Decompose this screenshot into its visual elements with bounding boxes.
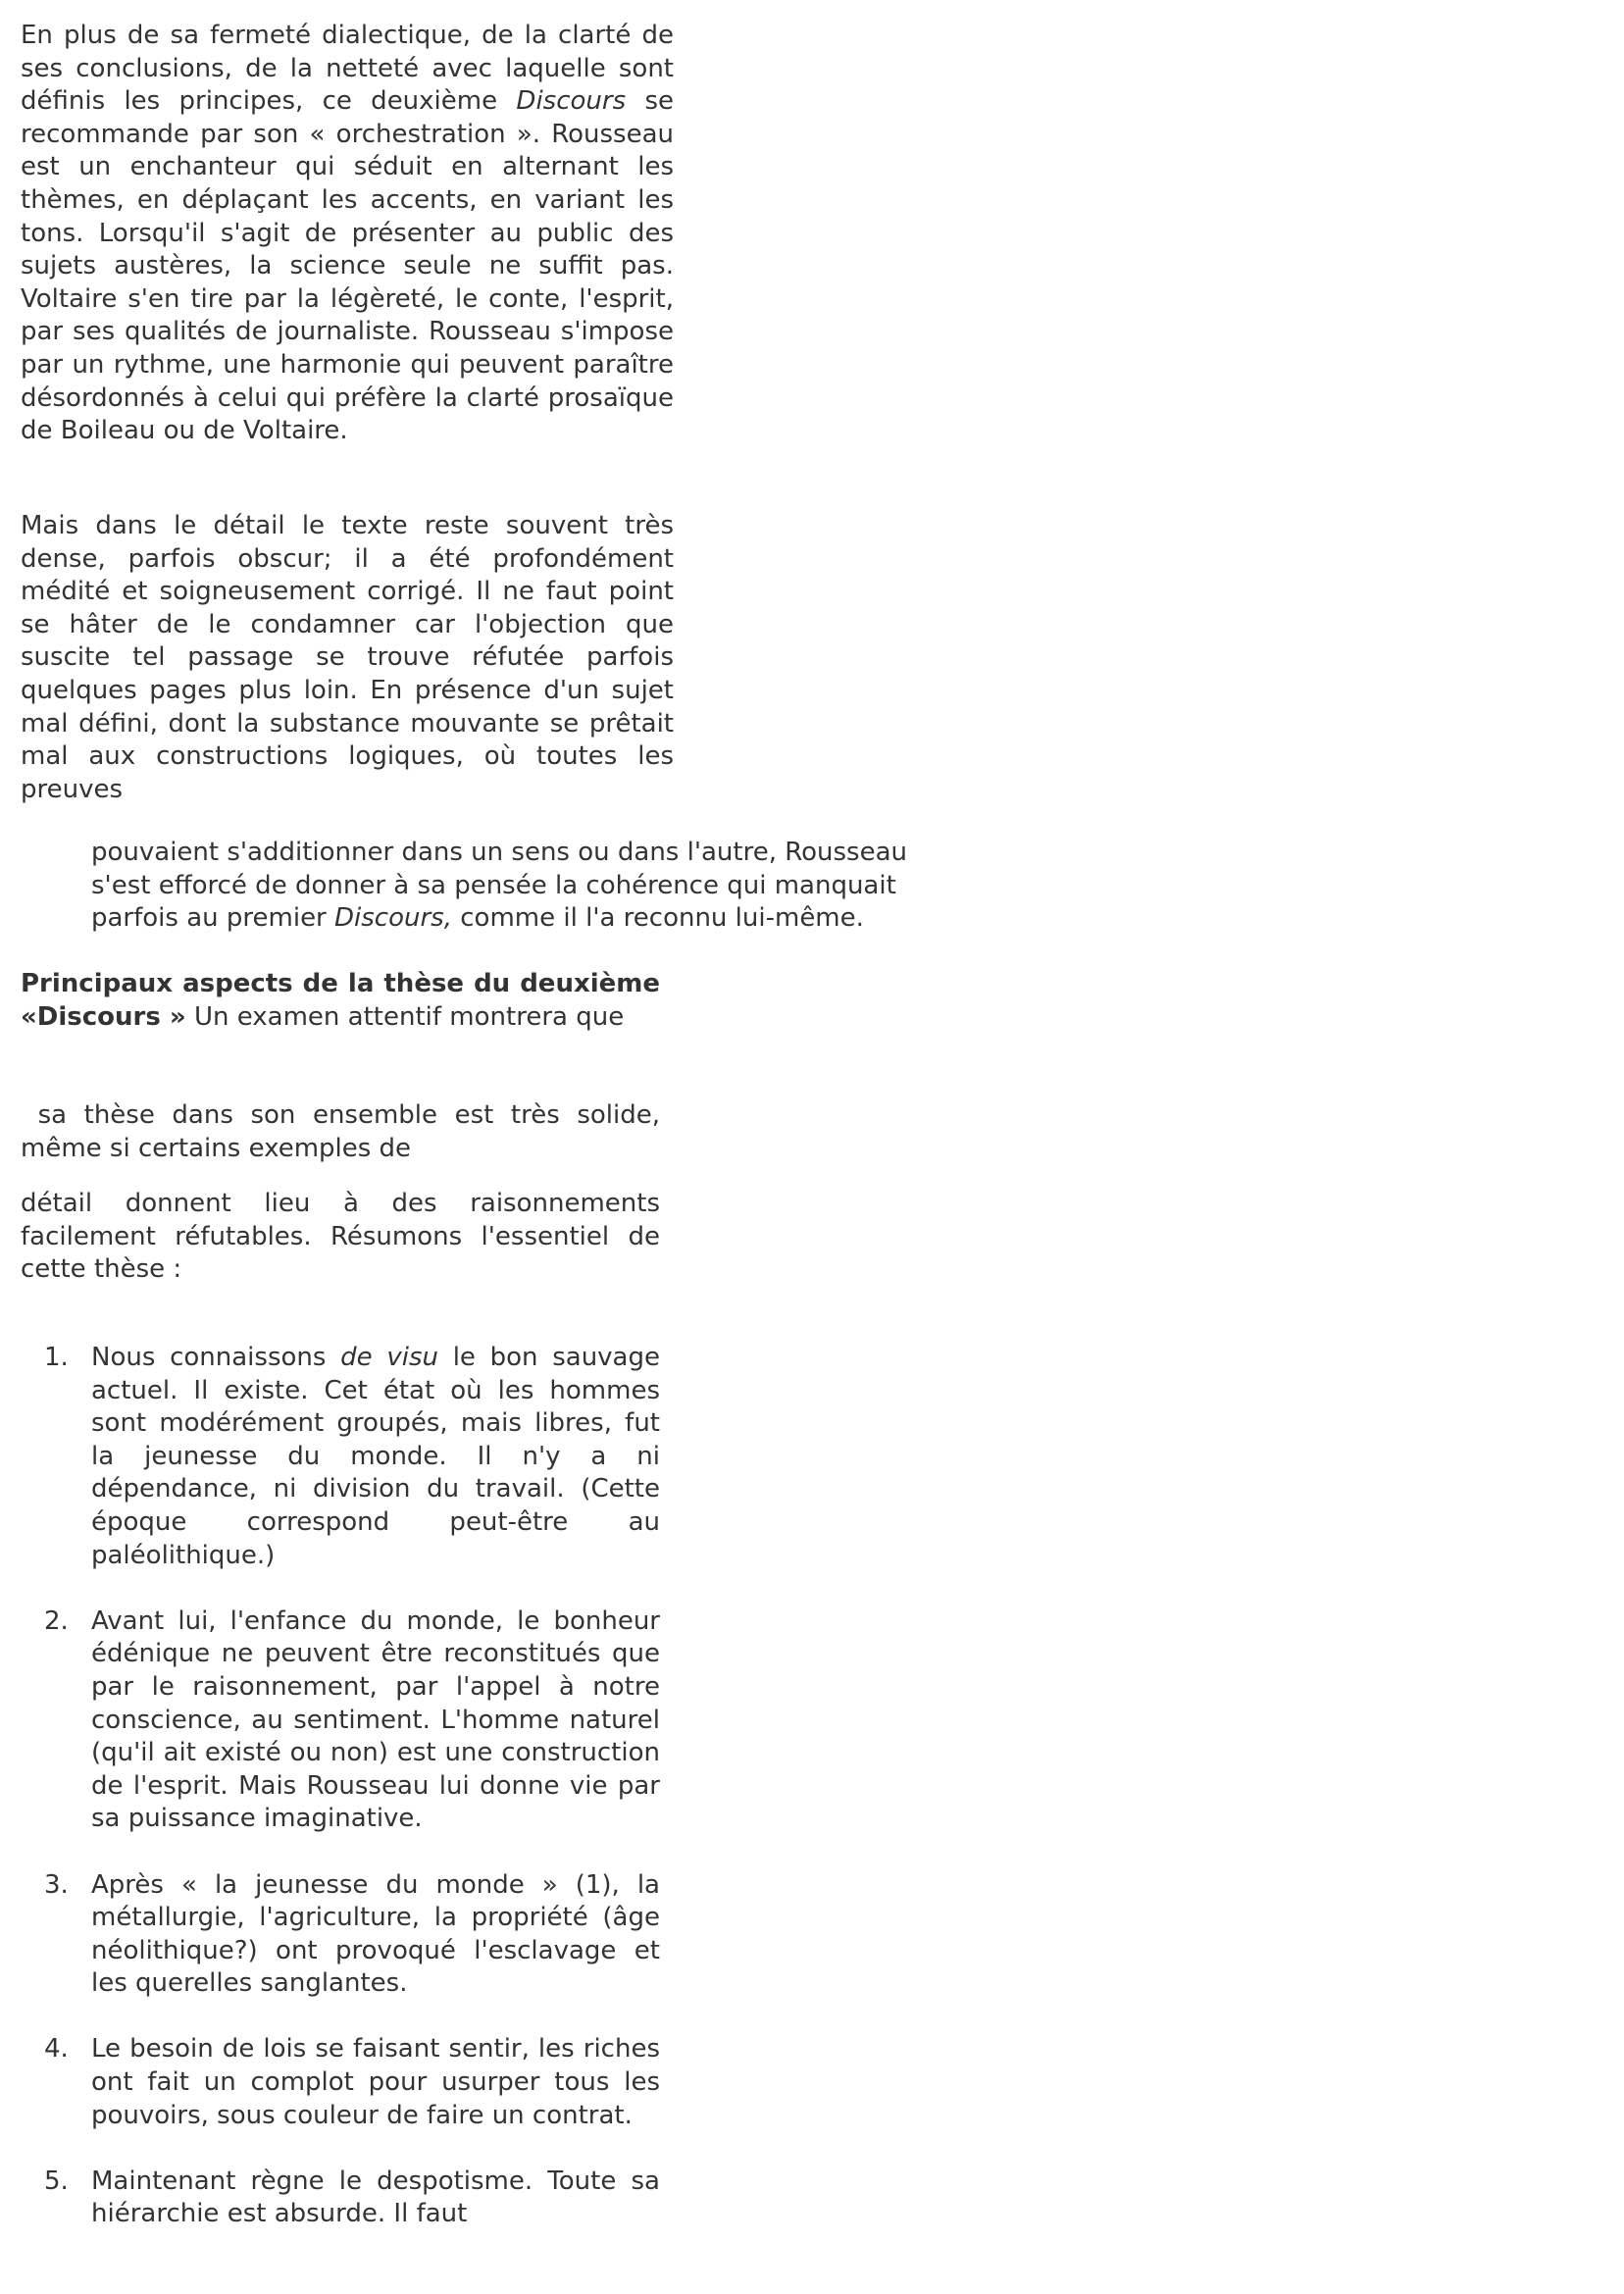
- list-item: [44, 1342, 660, 1572]
- list-number: 1.: [44, 1343, 69, 1372]
- list-number: 3.: [44, 1869, 69, 1900]
- section-text: Un examen attentif montrera que: [185, 1001, 625, 1032]
- theses-list: [44, 1342, 660, 2231]
- paragraph-text: se recommande par son « orchestration ». Rousseau est un enchanteur qui séduit en alternant les thèmes, en déplaçant les accents, en variant les tons. Lorsqu'il s'agit de présenter au public des sujets austères, la science seule ne suffit pas. Voltaire s'en tire par la légèreté, le conte, l'esprit, par ses qualités de journaliste. Rousseau s'impose par un rythme, une harmonie qui peuvent paraître désordonnés à celui qui préfère la clarté prosaïque de Boileau ou de Voltaire.: [21, 86, 675, 446]
- paragraph-fragment: [21, 1099, 660, 1165]
- paragraph-text: Mais dans le détail le texte reste souvent très dense, parfois obscur; il a été profondément médité et soigneusement corrigé. Il ne faut point se hâter de le condamner car l'objection que suscite tel passage se trouve réfutée parfois quelques pages plus loin. En présence d'un sujet mal défini, dont la substance mouvante se prêtait mal aux constructions logiques, où toutes les preuves: [21, 511, 674, 804]
- list-text: Nous connaissons: [91, 1343, 341, 1372]
- paragraph-indented: [91, 837, 964, 936]
- discours-title: Discours: [516, 86, 627, 117]
- list-number: 5.: [44, 2166, 69, 2196]
- list-text: Avant lui, l'enfance du monde, le bonheur édénique ne peuvent être reconstitués que par le raisonnement, par l'appel à notre conscience, au sentiment. L'homme naturel (qu'il ait existé ou non) est une construction de l'esprit. Mais Rousseau lui donne vie par sa puissance imaginative.: [91, 1606, 660, 1834]
- list-number: 4.: [44, 2034, 69, 2065]
- list-text: Après « la jeunesse du monde » (1), la métallurgie, l'agriculture, la propriété (âge néolithique?) ont provoqué l'esclavage et les querelles sanglantes.: [91, 1869, 660, 1999]
- paragraph-text: comme il l'a reconnu lui-même.: [452, 903, 864, 934]
- paragraph-text: En plus de sa fermeté dialectique, de la clarté de ses conclusions, de la netteté avec laquelle sont définis les principes, ce deuxième: [21, 21, 674, 117]
- discours-title: Discours,: [334, 903, 452, 934]
- paragraph-orchestration: [21, 20, 674, 448]
- list-item: [44, 2166, 660, 2231]
- paragraph-text: sa thèse dans son ensemble est très solide, même si certains exemples de: [21, 1100, 660, 1163]
- list-item: [44, 2033, 660, 2132]
- list-emphasis: de visu: [340, 1343, 438, 1372]
- paragraph-fragment: [21, 1188, 660, 1287]
- list-item: [44, 1869, 660, 2001]
- paragraph-detail: [21, 510, 674, 806]
- section-heading: Principaux aspects de la thèse du deuxième «Discours »: [21, 969, 660, 1032]
- section-intro: [21, 968, 660, 1034]
- list-text: Maintenant règne le despotisme. Toute sa hiérarchie est absurde. Il faut: [91, 2166, 660, 2229]
- list-text: le bon sauvage actuel. Il existe. Cet état où les hommes sont modérément groupés, mais libres, fut la jeunesse du monde. Il n'y a ni dépendance, ni division du travail. (Cette époque correspond peut-être au paléolithique.): [91, 1343, 660, 1570]
- list-text: Le besoin de lois se faisant sentir, les riches ont fait un complot pour usurper tous les pouvoirs, sous couleur de faire un contrat.: [91, 2034, 660, 2130]
- list-item: [44, 1606, 660, 1836]
- paragraph-text: détail donnent lieu à des raisonnements facilement réfutables. Résumons l'essentiel de cette thèse :: [21, 1189, 660, 1285]
- list-number: 2.: [44, 1606, 69, 1636]
- paragraph-text: pouvaient s'additionner dans un sens ou dans l'autre, Rousseau s'est efforcé de donner à sa pensée la cohérence qui manquait parfois au premier: [91, 838, 908, 934]
